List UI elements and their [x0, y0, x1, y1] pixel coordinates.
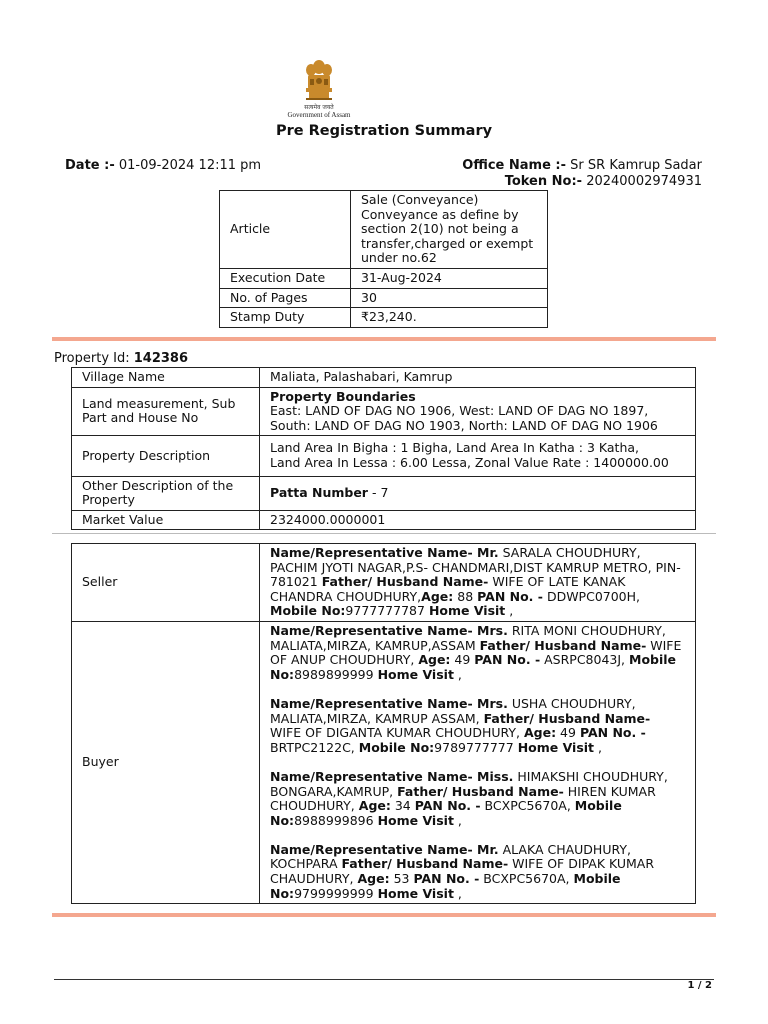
buyer-age-label: Age: [418, 652, 451, 668]
table-row [72, 436, 696, 476]
stamp-duty-label: Stamp Duty [220, 308, 351, 328]
buyer-mobile-label: Mobile No: [358, 739, 435, 755]
buyer-pan: BCXPC5670A, [479, 871, 574, 887]
government-emblem [286, 58, 352, 119]
buyer-name: RITA MONI CHOUDHURY, MALIATA,MIRZA, KAMRUP,ASSAM [270, 622, 666, 653]
buyer-label: Buyer [72, 621, 260, 903]
seller-mobile-label: Mobile No: [270, 603, 346, 619]
buyer-age: 53 [389, 871, 414, 887]
buyer-visit: , [453, 666, 462, 682]
seller-label: Seller [72, 544, 260, 622]
land-measurement-value [260, 387, 696, 436]
table-row [72, 368, 696, 388]
buyer-visit-label: Home Visit [377, 885, 454, 901]
buyer-father: WIFE OF DIGANTA KUMAR CHOUDHURY, [270, 725, 524, 741]
pages-value: 30 [351, 288, 548, 308]
buyer-visit-label: Home Visit [377, 666, 454, 682]
buyer-details [260, 621, 696, 903]
buyer-father: WIFE OF DIPAK KUMAR CHAUDHURY, [270, 856, 655, 887]
execution-date-label: Execution Date [220, 268, 351, 288]
government-name: Government of Assam [287, 111, 351, 119]
property-id [54, 351, 188, 366]
buyer-father-label: Father/ Husband Name- [341, 856, 509, 872]
buyer-pan-label: PAN No. - [414, 798, 481, 814]
buyer-pan: BRTPC2122C, [270, 739, 359, 755]
buyer-name-label: Name/Representative Name- Miss. [270, 768, 514, 784]
buyer-mobile-label: Mobile No: [270, 871, 621, 901]
execution-date-value: 31-Aug-2024 [351, 268, 548, 288]
property-id-value: 142386 [133, 351, 189, 366]
seller-mobile: 9777777787 [345, 603, 429, 619]
table-row [220, 268, 548, 288]
buyer-entry [270, 624, 685, 682]
property-table [71, 367, 696, 530]
section-divider [52, 337, 716, 341]
buyer-mobile: 8989899999 [294, 666, 378, 682]
buyer-entry [270, 697, 685, 755]
village-label: Village Name [72, 368, 260, 388]
village-value: Maliata, Palashabari, Kamrup [260, 368, 696, 388]
section-rule [52, 533, 716, 534]
seller-age-label: Age: [421, 588, 454, 604]
buyer-age: 34 [390, 798, 415, 814]
article-table [219, 190, 548, 328]
description-line-2: Land Area In Lessa : 6.00 Lessa, Zonal Value Rate : 1400000.00 [270, 454, 669, 470]
seller-father-label: Father/ Husband Name- [321, 574, 489, 590]
office-label: Office Name :- [462, 158, 567, 173]
buyer-name-label: Name/Representative Name- Mr. [270, 841, 499, 857]
article-label: Article [220, 191, 351, 269]
table-row [72, 544, 696, 622]
buyer-age-label: Age: [523, 725, 557, 741]
date-value: 01-09-2024 12:11 pm [118, 158, 262, 173]
page-title: Pre Registration Summary [275, 123, 493, 139]
seller-pan-label: PAN No. - [477, 588, 543, 604]
buyer-pan-label: PAN No. - [474, 652, 541, 668]
seller-name-label: Name/Representative Name- Mr. [270, 545, 499, 560]
buyer-mobile-label: Mobile No: [270, 798, 622, 828]
buyer-name: USHA CHOUDHURY, MALIATA,MIRZA, KAMRUP ASSAM, [270, 695, 636, 726]
buyer-pan: ASRPC8043J, [540, 652, 629, 668]
market-value-label: Market Value [72, 510, 260, 530]
buyer-mobile: 9799999999 [294, 885, 378, 901]
property-description-label: Property Description [72, 436, 260, 476]
buyer-entry [270, 843, 685, 901]
buyer-pan: BCXPC5670A, [480, 798, 575, 814]
table-row [220, 308, 548, 328]
buyer-visit-label: Home Visit [517, 739, 595, 755]
boundaries-title: Property Boundaries [270, 388, 416, 404]
buyer-father-label: Father/ Husband Name- [397, 783, 564, 799]
table-row [72, 510, 696, 530]
buyer-name: HIMAKSHI CHOUDHURY, BONGARA,KAMRUP, [270, 768, 668, 799]
buyer-visit: , [453, 812, 462, 828]
buyer-father-label: Father/ Husband Name- [483, 710, 651, 726]
boundaries-line-2: South: LAND OF DAG NO 1903, North: LAND OF DAG NO 1906 [270, 417, 658, 433]
national-emblem-icon [301, 58, 337, 102]
property-description-value [260, 436, 696, 476]
table-row [72, 621, 696, 903]
buyer-name-label: Name/Representative Name- Mrs. [270, 622, 508, 638]
date-label: Date :- [65, 158, 115, 173]
buyer-age-label: Age: [358, 798, 391, 814]
other-description-value [260, 476, 696, 510]
page-number: 1 / 2 [687, 980, 712, 991]
market-value-value: 2324000.0000001 [260, 510, 696, 530]
seller-name: SARALA CHOUDHURY, PACHIM JYOTI NAGAR,P.S- CHANDMARI,DIST KAMRUP METRO, PIN-781021 [270, 545, 681, 590]
seller-visit-label: Home Visit [428, 603, 506, 619]
patta-label: Patta Number [270, 484, 368, 500]
table-row [72, 387, 696, 436]
date-line [65, 158, 261, 173]
land-measurement-label: Land measurement, Sub Part and House No [72, 387, 260, 436]
token-line [505, 174, 702, 189]
party-table [71, 543, 696, 904]
footer-rule [54, 979, 714, 980]
pages-label: No. of Pages [220, 288, 351, 308]
emblem-motto: सत्यमेव जयते [304, 104, 334, 111]
buyer-mobile-label: Mobile No: [270, 652, 677, 682]
buyer-age: 49 [556, 725, 580, 741]
table-row [220, 191, 548, 269]
buyer-name: ALAKA CHAUDHURY, KOCHPARA [270, 841, 631, 872]
buyer-pan-label: PAN No. - [413, 871, 480, 887]
buyer-father: HIREN KUMAR CHOUDHURY, [270, 783, 656, 814]
buyer-entry [270, 770, 685, 828]
token-label: Token No:- [504, 174, 583, 189]
token-value: 20240002974931 [586, 174, 702, 189]
table-row [220, 288, 548, 308]
buyer-father-label: Father/ Husband Name- [479, 637, 647, 653]
description-line-1: Land Area In Bigha : 1 Bigha, Land Area In Katha : 3 Katha, [270, 440, 640, 456]
stamp-duty-value: ₹23,240. [351, 308, 548, 328]
buyer-name-label: Name/Representative Name- Mrs. [270, 695, 508, 711]
buyer-father: WIFE OF ANUP CHOUDHURY, [270, 637, 682, 668]
buyer-age: 49 [450, 652, 475, 668]
seller-visit: , [505, 603, 514, 619]
buyer-visit: , [594, 739, 602, 755]
boundaries-line-1: East: LAND OF DAG NO 1906, West: LAND OF DAG NO 1897, [270, 403, 649, 419]
seller-pan: DDWPC0700H, [542, 588, 641, 604]
buyer-pan-label: PAN No. - [579, 725, 646, 741]
buyer-mobile: 8988999896 [294, 812, 378, 828]
patta-value: - 7 [367, 484, 389, 500]
other-description-label: Other Description of the Property [72, 476, 260, 510]
office-value: Sr SR Kamrup Sadar [570, 158, 702, 173]
buyer-visit-label: Home Visit [377, 812, 454, 828]
article-value: Sale (Conveyance) Conveyance as define by section 2(10) not being a transfer,charged or exempt under no.62 [351, 191, 548, 269]
table-row [72, 476, 696, 510]
office-line [462, 158, 702, 173]
property-id-label: Property Id: [54, 351, 130, 366]
buyer-mobile: 9789777777 [434, 739, 518, 755]
buyer-age-label: Age: [357, 871, 390, 887]
seller-details [260, 544, 696, 622]
buyer-visit: , [453, 885, 462, 901]
section-divider [52, 913, 716, 917]
seller-age: 88 [453, 588, 478, 604]
seller-father: WIFE OF LATE KANAK CHANDRA CHOUDHURY, [270, 574, 626, 604]
